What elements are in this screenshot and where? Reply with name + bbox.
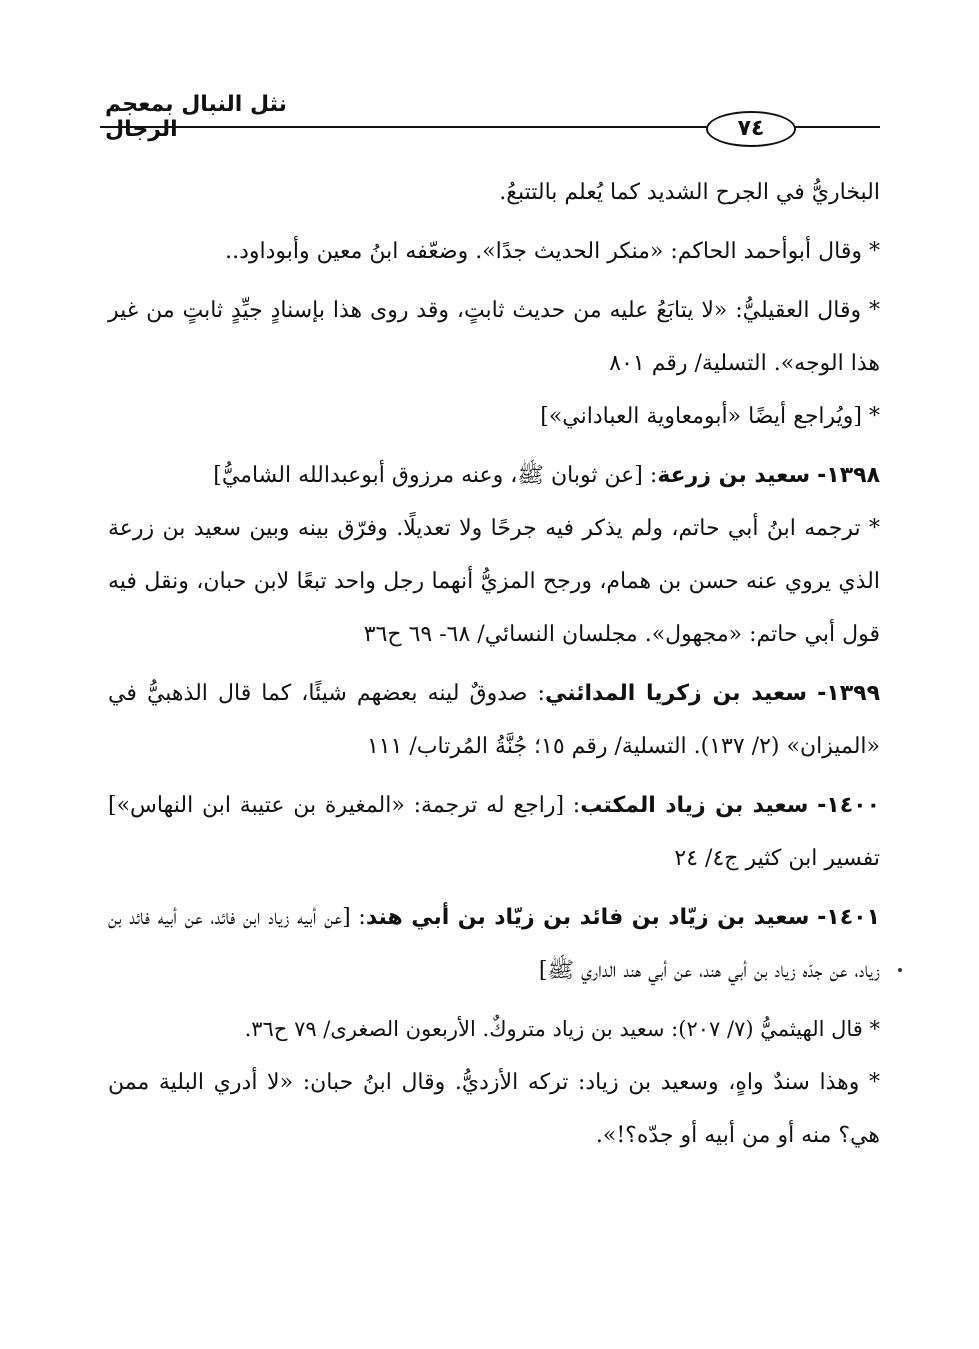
entry-number: ١٤٠١- bbox=[817, 905, 880, 930]
running-header-title: نثل النبال بمعجم الرجال bbox=[105, 92, 287, 142]
entry-1398 bbox=[108, 449, 880, 502]
entry-name: سعيد بن زرعة bbox=[657, 463, 811, 488]
paragraph-continuation: البخاريُّ في الجرح الشديد كما يُعلم بالتتبعُ. bbox=[499, 180, 880, 205]
entry-1399 bbox=[108, 667, 880, 773]
page-number-badge: ٧٤ bbox=[706, 111, 796, 147]
note-1401-isnad: * وهذا سندٌ واهٍ، وسعيد بن زياد: تركه الأزديُّ. وقال ابنُ حبان: «لا أدري البلية ممن هي؟ منه أو من أبيه أو جدّه؟!». bbox=[108, 1070, 880, 1148]
entry-name: سعيد بن زياد المكتب bbox=[580, 793, 809, 818]
entry-text: : [راجع له ترجمة: «المغيرة بن عتيبة ابن النهاس»] تفسير ابن كثير ج٤/ ٢٤ bbox=[108, 793, 880, 871]
entry-number: ١٣٩٩- bbox=[817, 681, 880, 706]
entry-1401 bbox=[108, 891, 880, 997]
entry-name: سعيد بن زيّاد بن فائد بن زيّاد بن أبي هند bbox=[365, 905, 810, 930]
paragraph-hakim: * وقال أبوأحمد الحاكم: «منكر الحديث جدًا». وضعّفه ابنُ معين وأبوداود.. bbox=[225, 239, 880, 264]
entry-text: : صدوقٌ لينه بعضهم شيئًا، كما قال الذهبيُّ في «الميزان» (٢/ ١٣٧). التسلية/ رقم ١٥؛ جُنَّةُ المُرتاب/ ١١١ bbox=[108, 681, 880, 759]
page-body bbox=[108, 166, 880, 1162]
paragraph-see-also: * [ويُراجع أيضًا «أبومعاوية العباداني»] bbox=[540, 404, 880, 429]
paragraph-uqaili: * وقال العقيليُّ: «لا يتابَعُ عليه من حديث ثابتٍ، وقد روى هذا بإسنادٍ جيِّدٍ ثابتٍ من غير هذا الوجه». التسلية/ رقم ٨٠١ bbox=[108, 298, 880, 376]
entry-name: سعيد بن زكريا المدائني bbox=[544, 681, 808, 706]
entry-number: ١٣٩٨- bbox=[817, 463, 880, 488]
entry-number: ١٤٠٠- bbox=[817, 793, 880, 818]
note-1401-haythami: * قال الهيثميُّ (٧/ ٢٠٧): سعيد بن زياد متروكٌ. الأربعون الصغرى/ ٧٩ ح٣٦. bbox=[244, 1017, 880, 1041]
entry-text: : [عن ثوبان ﷺ، وعنه مرزوق أبوعبدالله الشاميُّ] bbox=[213, 463, 658, 488]
entry-text: : [عن أبيه زياد ابن فائد، عن أبيه فائد بن زياد، عن جدّه زياد بن أبي هند، عن أبي هند الداري ﷺ] bbox=[108, 905, 880, 983]
entry-1400 bbox=[108, 779, 880, 885]
stray-dot bbox=[898, 968, 902, 972]
note-1398: * ترجمه ابنُ أبي حاتم، ولم يذكر فيه جرحًا ولا تعديلًا. وفرّق بينه وبين سعيد بن زرعة الذي يروي عنه حسن بن همام، ورجح المزيُّ أنهما رجل واحد تبعًا لابن حبان، ونقل فيه قول أبي حاتم: «مجهول». مجلسان النسائي/ ٦٨- ٦٩ ح٣٦ bbox=[108, 516, 880, 647]
